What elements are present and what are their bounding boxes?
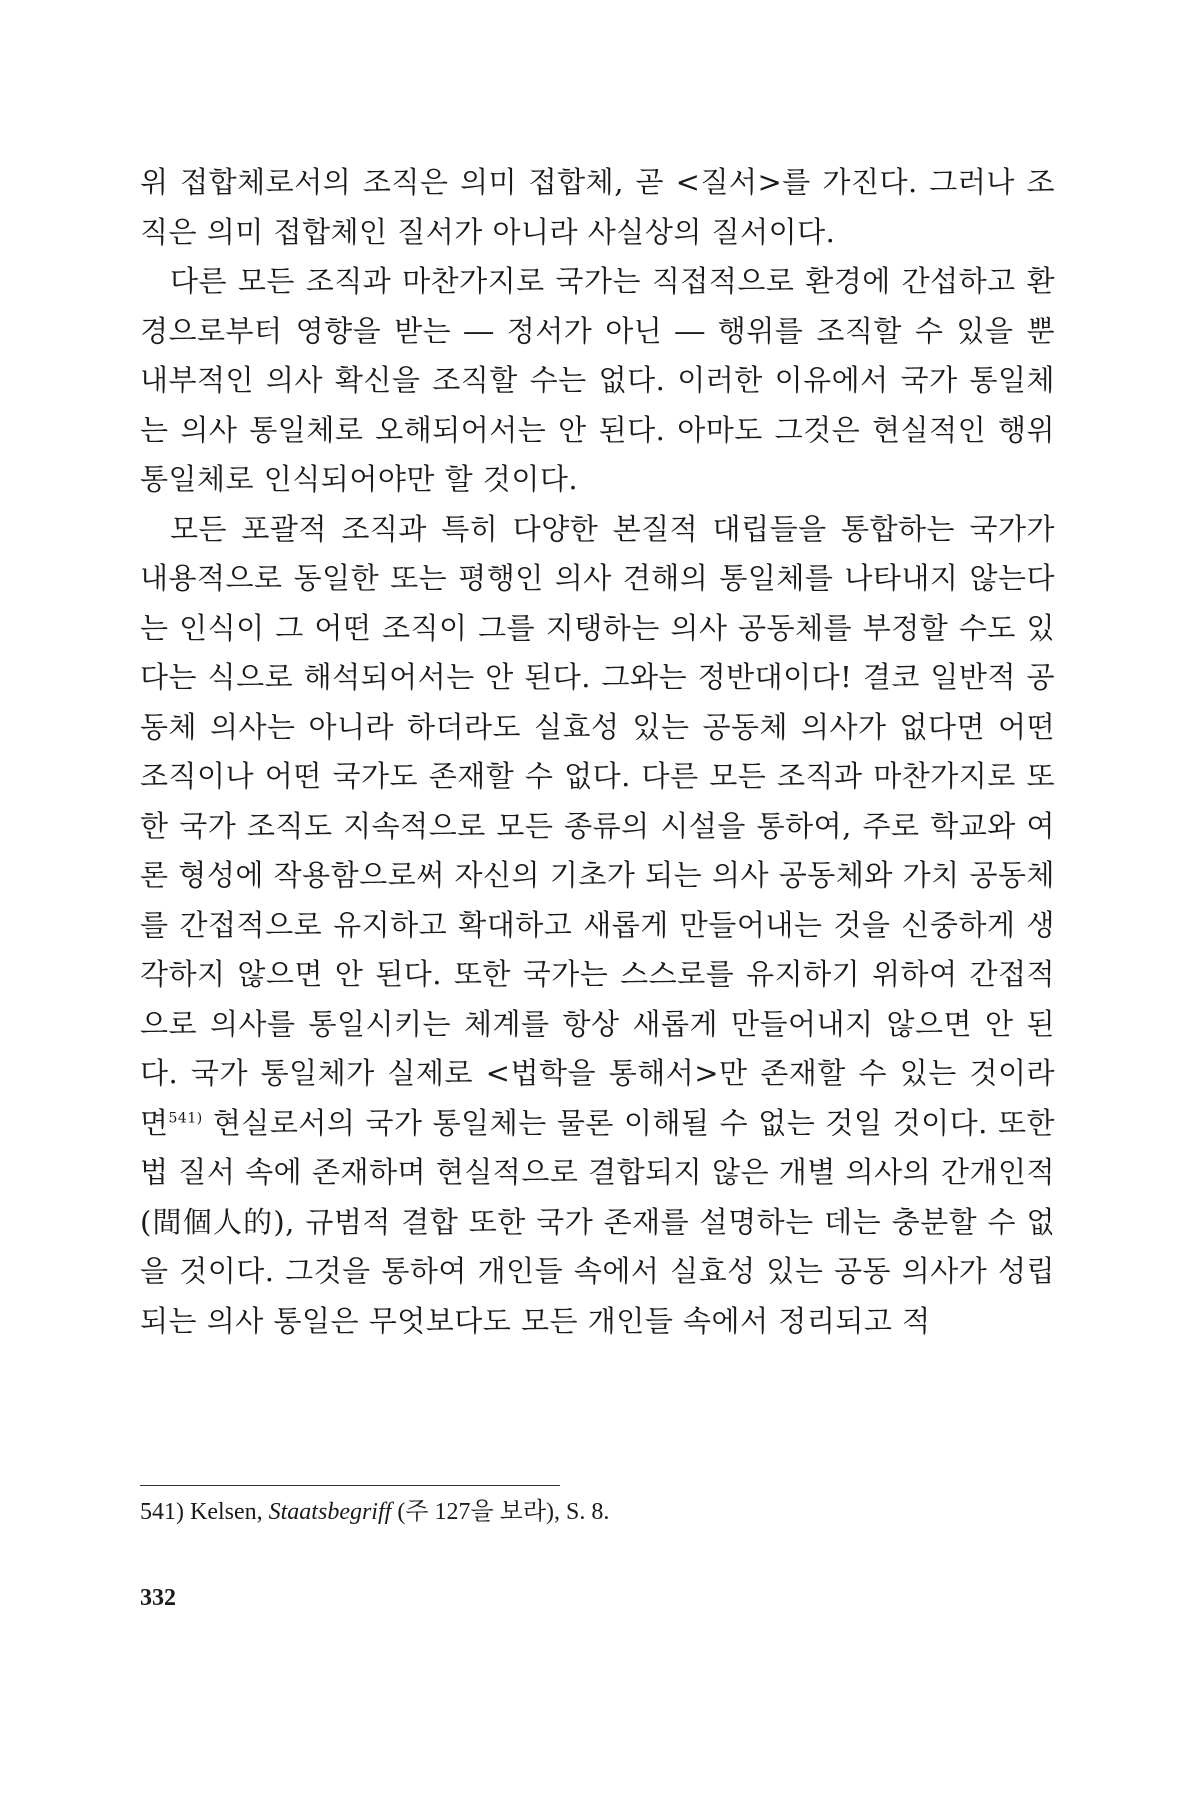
paragraph-1: 위 접합체로서의 조직은 의미 접합체, 곧 <질서>를 가진다. 그러나 조직은 의미 접합체인 질서가 아니라 사실상의 질서이다. <box>140 165 1055 249</box>
footnote-prefix: 541) Kelsen, <box>140 1499 269 1525</box>
page-number: 332 <box>140 1585 176 1611</box>
footnote-reference-541[interactable]: 541) <box>168 1109 203 1126</box>
paragraph-3-text-after-ref: 현실로서의 국가 통일체는 물론 이해될 수 없는 것일 것이다. 또한 법 질서 속에 존재하며 현실적으로 결합되지 않은 개별 의사의 간개인적(間個人的), 규범적 결합 또한 국가 존재를 설명하는 데는 충분할 수 없을 것이다. 그것을 통하여 개인들 속에서 실효성 있는 공동 의사가 성립되는 의사 통일은 무엇보다도 모든 개인들 속에서 정리되고 적 <box>140 1105 1055 1338</box>
paragraph-2: 다른 모든 조직과 마찬가지로 국가는 직접적으로 환경에 간섭하고 환경으로부터 영향을 받는 ― 정서가 아닌 ― 행위를 조직할 수 있을 뿐 내부적인 의사 확신을 조직할 수는 없다. 이러한 이유에서 국가 통일체는 의사 통일체로 오해되어서는 안 된다. 아마도 그것은 현실적인 행위 통일체로 인식되어야만 할 것이다. <box>140 264 1055 496</box>
paragraph-3 <box>140 505 1055 1347</box>
paragraph-3-text-before-ref: 모든 포괄적 조직과 특히 다양한 본질적 대립들을 통합하는 국가가 내용적으로 동일한 또는 평행인 의사 견해의 통일체를 나타내지 않는다는 인식이 그 어떤 조직이 그를 지탱하는 의사 공동체를 부정할 수도 있다는 식으로 해석되어서는 안 된다. 그와는 정반대이다! 결코 일반적 공동체 의사는 아니라 하더라도 실효성 있는 공동체 의사가 없다면 어떤 조직이나 어떤 국가도 존재할 수 없다. 다른 모든 조직과 마찬가지로 또한 국가 조직도 지속적으로 모든 종류의 시설을 통하여, 주로 학교와 여론 형성에 작용함으로써 자신의 기초가 되는 의사 공동체와 가치 공동체를 간접적으로 유지하고 확대하고 새롭게 만들어내는 것을 신중하게 생각하지 않으면 안 된다. 또한 국가는 스스로를 유지하기 위하여 간접적으로 의사를 통일시키는 체계를 항상 새롭게 만들어내지 않으면 안 된다. 국가 통일체가 실제로 <법학을 통해서>만 존재할 수 있는 것이라면 <box>140 511 1055 1140</box>
footnote-541 <box>140 1495 1040 1529</box>
body-text <box>140 158 1055 1346</box>
footnote-suffix: (주 127을 보라), S. 8. <box>391 1499 610 1525</box>
footnote-title: Staatsbegriff <box>268 1499 392 1525</box>
footnote-divider <box>140 1485 560 1486</box>
